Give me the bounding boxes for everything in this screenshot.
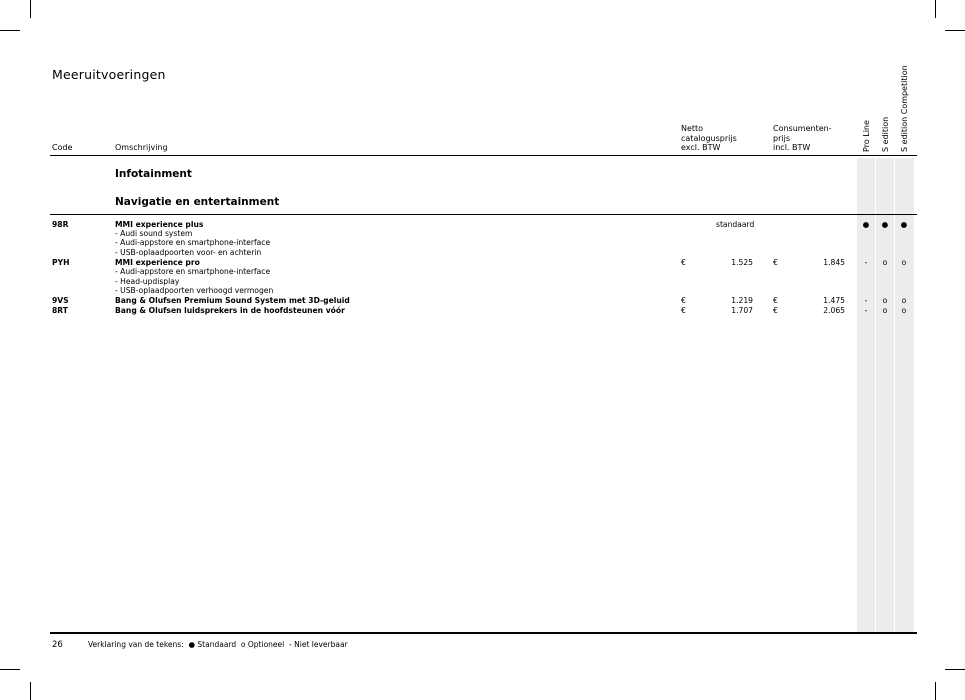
col-header-s-edition: S edition bbox=[881, 116, 890, 152]
section-divider bbox=[50, 214, 917, 215]
price-standard: standaard bbox=[716, 220, 755, 229]
table-row: - USB-oplaadpoorten voor- en achterin bbox=[115, 248, 262, 257]
section-heading: Infotainment bbox=[115, 168, 192, 180]
legend bbox=[88, 640, 348, 649]
mark-s-edition-competition: o bbox=[901, 258, 907, 267]
table-row: - USB-oplaadpoorten verhoogd vermogen bbox=[115, 286, 274, 295]
mark-pro-line: - bbox=[864, 306, 868, 315]
table-row: 8RT Bang & Olufsen luidsprekers in de hoofdsteunen vóór € 1.707 € 2.065 - o o bbox=[0, 306, 965, 316]
crop-mark bbox=[935, 682, 936, 700]
legend-optional: o Optioneel bbox=[240, 640, 285, 649]
page-title: Meeruitvoeringen bbox=[52, 67, 166, 82]
mark-s-edition: o bbox=[882, 258, 888, 267]
mark-s-edition: o bbox=[882, 306, 888, 315]
mark-s-edition-competition: ● bbox=[900, 220, 908, 229]
mark-s-edition: o bbox=[882, 296, 888, 305]
mark-s-edition: ● bbox=[881, 220, 889, 229]
subsection-heading: Navigatie en entertainment bbox=[115, 196, 280, 208]
table-row: - Head-updisplay bbox=[115, 277, 180, 286]
mark-pro-line: - bbox=[864, 296, 868, 305]
crop-mark bbox=[0, 669, 20, 670]
crop-mark bbox=[945, 669, 965, 670]
table-row: - Audi-appstore en smartphone-interface bbox=[115, 238, 271, 247]
legend-standard: ● Standaard bbox=[188, 640, 237, 649]
col-header-description: Omschrijving bbox=[115, 143, 168, 152]
col-header-net-price: Netto catalogusprijs excl. BTW bbox=[681, 124, 737, 152]
legend-label: Verklaring van de tekens: bbox=[88, 640, 184, 649]
col-header-code: Code bbox=[52, 143, 73, 152]
table-row: - Audi sound system bbox=[115, 229, 193, 238]
mark-s-edition-competition: o bbox=[901, 306, 907, 315]
footer-divider bbox=[50, 632, 917, 634]
mark-pro-line: ● bbox=[862, 220, 870, 229]
col-header-s-edition-competition: S edition Competition bbox=[900, 65, 909, 152]
page-number: 26 bbox=[52, 640, 63, 650]
crop-mark bbox=[30, 0, 31, 18]
table-row: 9VS Bang & Olufsen Premium Sound System met 3D-geluid € 1.219 € 1.475 - o o bbox=[0, 296, 965, 306]
header-divider bbox=[50, 155, 917, 156]
crop-mark bbox=[30, 682, 31, 700]
table-row: PYH MMI experience pro € 1.525 € 1.845 - o o bbox=[0, 258, 965, 268]
legend-not-available: - Niet leverbaar bbox=[289, 640, 348, 649]
col-header-pro-line: Pro Line bbox=[862, 120, 871, 152]
mark-s-edition-competition: o bbox=[901, 296, 907, 305]
table-row: - Audi-appstore en smartphone-interface bbox=[115, 267, 271, 276]
col-header-consumer-price: Consumenten- prijs incl. BTW bbox=[773, 124, 832, 152]
crop-mark bbox=[935, 0, 936, 18]
mark-pro-line: - bbox=[864, 258, 868, 267]
crop-mark bbox=[945, 30, 965, 31]
crop-mark bbox=[0, 30, 20, 31]
table-row: 98R MMI experience plus standaard ● ● ● bbox=[0, 220, 965, 230]
